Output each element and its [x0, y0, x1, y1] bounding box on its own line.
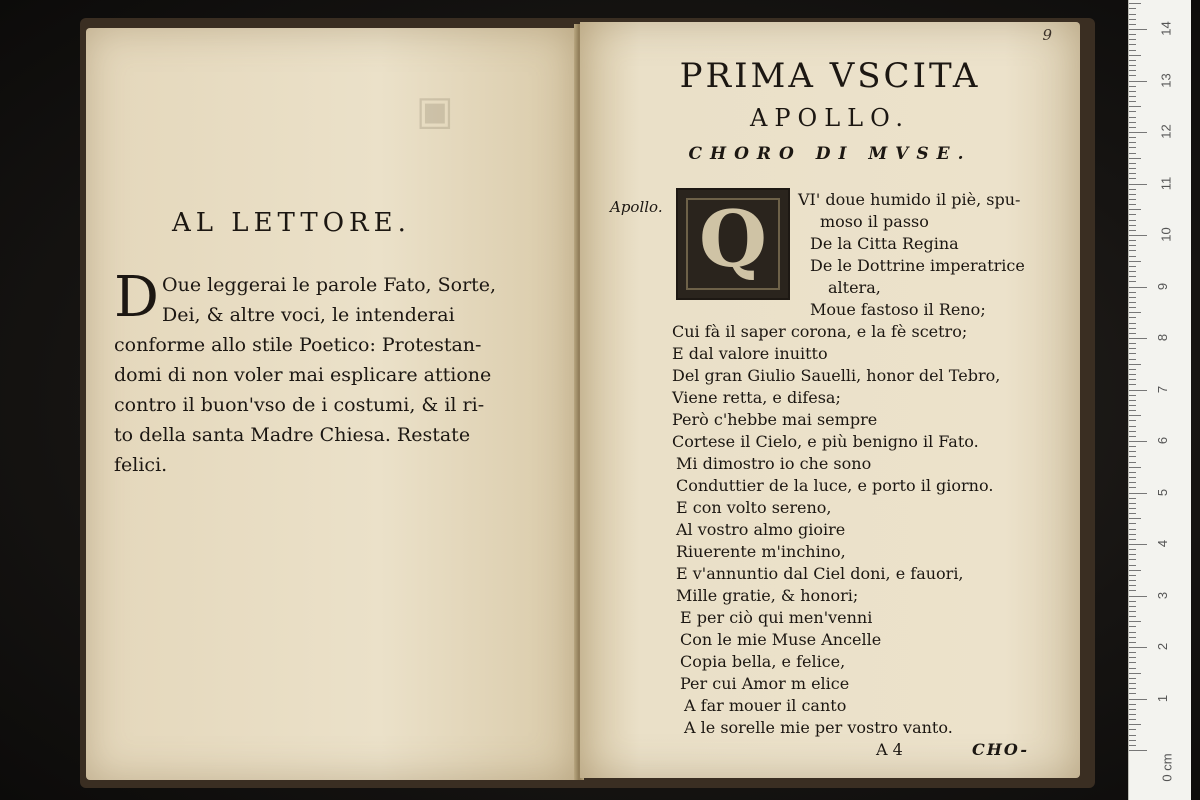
- ruler-tick: [1129, 266, 1136, 267]
- ruler-tick: [1129, 302, 1136, 303]
- verse-line-14: Conduttier de la luce, e porto il giorno.: [676, 476, 994, 495]
- ruler-tick: [1129, 323, 1136, 324]
- ruler-number: 8: [1155, 333, 1171, 342]
- ruler-tick: [1129, 147, 1136, 148]
- ruler-tick: [1129, 8, 1136, 9]
- ruler-tick: [1129, 132, 1147, 133]
- left-line-7: felici.: [114, 454, 168, 476]
- ruler-tick: [1129, 637, 1136, 638]
- ornamental-initial-letter: Q: [699, 194, 767, 285]
- ruler-tick: [1129, 668, 1136, 669]
- ruler-tick: [1129, 575, 1136, 576]
- ruler-tick: [1129, 50, 1136, 51]
- left-line-4: domi di non voler mai esplicare attione: [114, 364, 492, 386]
- ruler-tick: [1129, 19, 1136, 20]
- verse-line-17: Riuerente m'inchino,: [676, 542, 846, 561]
- ruler-tick: [1129, 245, 1136, 246]
- ruler-tick: [1129, 508, 1136, 509]
- ruler-tick: [1129, 678, 1136, 679]
- ruler-tick: [1129, 699, 1147, 700]
- ruler-number: 7: [1155, 385, 1171, 393]
- ruler-tick: [1129, 250, 1136, 251]
- ruler-tick: [1129, 276, 1136, 277]
- ruler-tick: [1129, 456, 1136, 457]
- ruler-tick: [1129, 554, 1136, 555]
- ruler-tick: [1129, 750, 1147, 751]
- ruler-tick: [1129, 580, 1136, 581]
- ruler-tick: [1129, 539, 1136, 540]
- left-line-3: conforme allo stile Poetico: Protestan-: [114, 334, 482, 356]
- ruler-tick: [1129, 343, 1136, 344]
- ruler-tick: [1129, 606, 1136, 607]
- ruler-tick: [1129, 585, 1136, 586]
- ruler-tick: [1129, 184, 1147, 185]
- ruler-tick: [1129, 503, 1136, 504]
- ruler-tick: [1129, 673, 1141, 674]
- ruler-tick: [1129, 338, 1147, 339]
- ruler-tick: [1129, 168, 1136, 169]
- verse-line-19: Mille gratie, & honori;: [676, 586, 859, 605]
- ruler-number: 9: [1155, 282, 1171, 290]
- verse-line-25: A le sorelle mie per vostro vanto.: [684, 718, 953, 737]
- ruler-tick: [1129, 312, 1141, 313]
- ruler-tick: [1129, 34, 1136, 35]
- folio-number: 9: [1042, 26, 1052, 44]
- verse-line-20: E per ciò qui men'venni: [680, 608, 873, 627]
- left-line-6: to della santa Madre Chiesa. Restate: [114, 424, 471, 446]
- ruler-tick: [1129, 616, 1136, 617]
- ruler-tick: [1129, 688, 1136, 689]
- ruler-number: 5: [1155, 488, 1171, 496]
- ruler-tick: [1129, 642, 1136, 643]
- ruler-tick: [1129, 482, 1136, 483]
- ruler-tick: [1129, 565, 1136, 566]
- verse-line-21: Con le mie Muse Ancelle: [680, 630, 882, 649]
- ruler-tick: [1129, 81, 1147, 82]
- ruler-tick: [1129, 441, 1147, 442]
- ruler-tick: [1129, 199, 1136, 200]
- verse-line-11: Però c'hebbe mai sempre: [672, 410, 878, 429]
- ruler-tick: [1129, 137, 1136, 138]
- ruler-tick: [1129, 647, 1147, 648]
- ruler-tick: [1129, 621, 1141, 622]
- ruler-tick: [1129, 297, 1136, 298]
- ruler-tick: [1129, 70, 1136, 71]
- ruler-tick: [1129, 122, 1136, 123]
- verse-line-1: VI' doue humido il piè, spu-: [798, 190, 1021, 209]
- ruler-number: 14: [1158, 21, 1174, 36]
- ruler-tick: [1129, 225, 1136, 226]
- verse-line-24: A far mouer il canto: [684, 696, 847, 715]
- verse-line-4: De le Dottrine imperatrice: [810, 256, 1025, 275]
- ruler-tick: [1129, 111, 1136, 112]
- ruler-tick: [1129, 426, 1136, 427]
- ruler-tick: [1129, 374, 1136, 375]
- verse-line-16: Al vostro almo gioire: [676, 520, 846, 539]
- ruler-tick: [1129, 420, 1136, 421]
- catchword: CHO-: [972, 740, 1030, 759]
- ruler-tick: [1129, 559, 1136, 560]
- verse-line-6: Moue fastoso il Reno;: [810, 300, 986, 319]
- ruler-tick: [1129, 384, 1136, 385]
- verse-line-15: E con volto sereno,: [676, 498, 832, 517]
- ruler-tick: [1129, 153, 1136, 154]
- ruler-tick: [1129, 60, 1136, 61]
- ruler-tick: [1129, 178, 1136, 179]
- ruler-tick: [1129, 523, 1136, 524]
- ruler-tick: [1129, 390, 1147, 391]
- verse-line-13: Mi dimostro io che sono: [676, 454, 872, 473]
- left-page: [86, 28, 576, 780]
- verse-line-8: E dal valore inuitto: [672, 344, 828, 363]
- speaker-label: Apollo.: [610, 198, 663, 216]
- ruler-tick: [1129, 271, 1136, 272]
- ruler-tick: [1129, 611, 1136, 612]
- ruler-tick: [1129, 683, 1136, 684]
- ruler-tick: [1129, 287, 1147, 288]
- verse-line-12: Cortese il Cielo, e più benigno il Fato.: [672, 432, 979, 451]
- ruler-tick: [1129, 307, 1136, 308]
- bleed-through-mark: ▣: [416, 88, 454, 134]
- ruler-tick: [1129, 704, 1136, 705]
- ruler-tick: [1129, 410, 1136, 411]
- ruler-tick: [1129, 467, 1141, 468]
- ruler-tick: [1129, 657, 1136, 658]
- ruler-tick: [1129, 729, 1136, 730]
- ruler-number: 13: [1158, 72, 1174, 88]
- ruler-tick: [1129, 544, 1147, 545]
- ruler-tick: [1129, 261, 1141, 262]
- ruler-tick: [1129, 477, 1136, 478]
- ruler-tick: [1129, 163, 1136, 164]
- ruler-tick: [1129, 333, 1136, 334]
- verse-line-7: Cui fà il saper corona, e la fè scetro;: [672, 322, 968, 341]
- verse-line-22: Copia bella, e felice,: [680, 652, 846, 671]
- ruler-tick: [1129, 353, 1136, 354]
- ruler-tick: [1129, 204, 1136, 205]
- ruler-tick: [1129, 24, 1136, 25]
- ruler-tick: [1129, 214, 1136, 215]
- ruler-tick: [1129, 328, 1136, 329]
- ruler-tick: [1129, 158, 1141, 159]
- ruler-unit-label: 0 cm: [1159, 753, 1175, 782]
- ruler-tick: [1129, 256, 1136, 257]
- verse-line-23: Per cui Amor m elice: [680, 674, 850, 693]
- ruler-number: 11: [1158, 176, 1174, 190]
- left-line-1: Oue leggerai le parole Fato, Sorte,: [162, 274, 497, 296]
- ruler-tick: [1129, 400, 1136, 401]
- ruler-tick: [1129, 96, 1136, 97]
- ruler-tick: [1129, 632, 1136, 633]
- ruler-tick: [1129, 220, 1136, 221]
- ruler-tick: [1129, 3, 1141, 4]
- ruler-tick: [1129, 513, 1136, 514]
- measuring-ruler: [1128, 0, 1191, 800]
- ruler-tick: [1129, 626, 1136, 627]
- ruler-tick: [1129, 724, 1141, 725]
- ruler-number: 3: [1155, 591, 1171, 599]
- page-subtitle: APOLLO.: [750, 104, 910, 132]
- ruler-tick: [1129, 601, 1136, 602]
- ruler-tick: [1129, 446, 1136, 447]
- ruler-tick: [1129, 405, 1136, 406]
- ruler-tick: [1129, 117, 1136, 118]
- ruler-tick: [1129, 498, 1136, 499]
- ruler-tick: [1129, 348, 1136, 349]
- ruler-tick: [1129, 709, 1136, 710]
- section-heading: CHORO DI MVSE.: [688, 144, 972, 164]
- left-heading: AL LETTORE.: [172, 208, 411, 238]
- ruler-tick: [1129, 142, 1136, 143]
- ruler-tick: [1129, 662, 1136, 663]
- ruler-tick: [1129, 29, 1147, 30]
- ruler-tick: [1129, 735, 1136, 736]
- ruler-tick: [1129, 740, 1136, 741]
- ruler-tick: [1129, 240, 1136, 241]
- ruler-tick: [1129, 101, 1136, 102]
- ruler-tick: [1129, 75, 1136, 76]
- ruler-tick: [1129, 415, 1141, 416]
- left-line-2: Dei, & altre voci, le intenderai: [162, 304, 455, 326]
- ruler-tick: [1129, 436, 1136, 437]
- ruler-tick: [1129, 451, 1136, 452]
- verse-line-2: moso il passo: [820, 212, 929, 231]
- ruler-tick: [1129, 395, 1136, 396]
- verse-line-3: De la Citta Regina: [810, 234, 959, 253]
- ruler-tick: [1129, 462, 1136, 463]
- ruler-number: 1: [1155, 694, 1171, 702]
- ruler-tick: [1129, 173, 1136, 174]
- ruler-tick: [1129, 317, 1136, 318]
- ruler-tick: [1129, 230, 1136, 231]
- ruler-tick: [1129, 652, 1136, 653]
- ruler-tick: [1129, 281, 1136, 282]
- ruler-tick: [1129, 91, 1136, 92]
- ruler-tick: [1129, 359, 1136, 360]
- ruler-tick: [1129, 570, 1141, 571]
- right-page: [580, 22, 1080, 778]
- ruler-tick: [1129, 86, 1136, 87]
- ruler-tick: [1129, 292, 1136, 293]
- ruler-tick: [1129, 369, 1136, 370]
- ruler-tick: [1129, 596, 1147, 597]
- ruler-tick: [1129, 106, 1141, 107]
- left-line-5: contro il buon'vso de i costumi, & il ri-: [114, 394, 485, 416]
- ruler-number: 12: [1158, 124, 1174, 139]
- verse-line-5: altera,: [828, 278, 881, 297]
- ruler-tick: [1129, 487, 1136, 488]
- ruler-tick: [1129, 472, 1136, 473]
- ruler-tick: [1129, 127, 1136, 128]
- ruler-number: 4: [1155, 539, 1171, 548]
- page-title: PRIMA VSCITA: [679, 56, 981, 96]
- ruler-number: 10: [1158, 227, 1174, 242]
- ruler-tick: [1129, 209, 1141, 210]
- ruler-tick: [1129, 189, 1136, 190]
- ruler-number: 2: [1155, 642, 1171, 651]
- left-dropcap: D: [114, 265, 159, 330]
- ruler-tick: [1129, 590, 1136, 591]
- signature-mark: A 4: [876, 740, 903, 759]
- ruler-number: 6: [1155, 436, 1171, 445]
- ruler-tick: [1129, 529, 1136, 530]
- ruler-tick: [1129, 194, 1136, 195]
- ruler-tick: [1129, 549, 1136, 550]
- ruler-tick: [1129, 493, 1147, 494]
- ruler-tick: [1129, 14, 1136, 15]
- ruler-tick: [1129, 518, 1141, 519]
- ruler-tick: [1129, 44, 1136, 45]
- ruler-tick: [1129, 534, 1136, 535]
- ruler-tick: [1129, 55, 1141, 56]
- ruler-tick: [1129, 693, 1136, 694]
- ruler-tick: [1129, 714, 1136, 715]
- ruler-tick: [1129, 65, 1136, 66]
- ornamental-initial: [676, 188, 790, 300]
- ruler-tick: [1129, 39, 1136, 40]
- ruler-tick: [1129, 745, 1136, 746]
- ruler-tick: [1129, 431, 1136, 432]
- verse-line-10: Viene retta, e difesa;: [672, 388, 841, 407]
- ruler-tick: [1129, 364, 1141, 365]
- verse-line-18: E v'annuntio dal Ciel doni, e fauori,: [676, 564, 964, 583]
- ruler-tick: [1129, 235, 1147, 236]
- ruler-tick: [1129, 379, 1136, 380]
- ruler-tick: [1129, 719, 1136, 720]
- verse-line-9: Del gran Giulio Sauelli, honor del Tebro,: [672, 366, 1001, 385]
